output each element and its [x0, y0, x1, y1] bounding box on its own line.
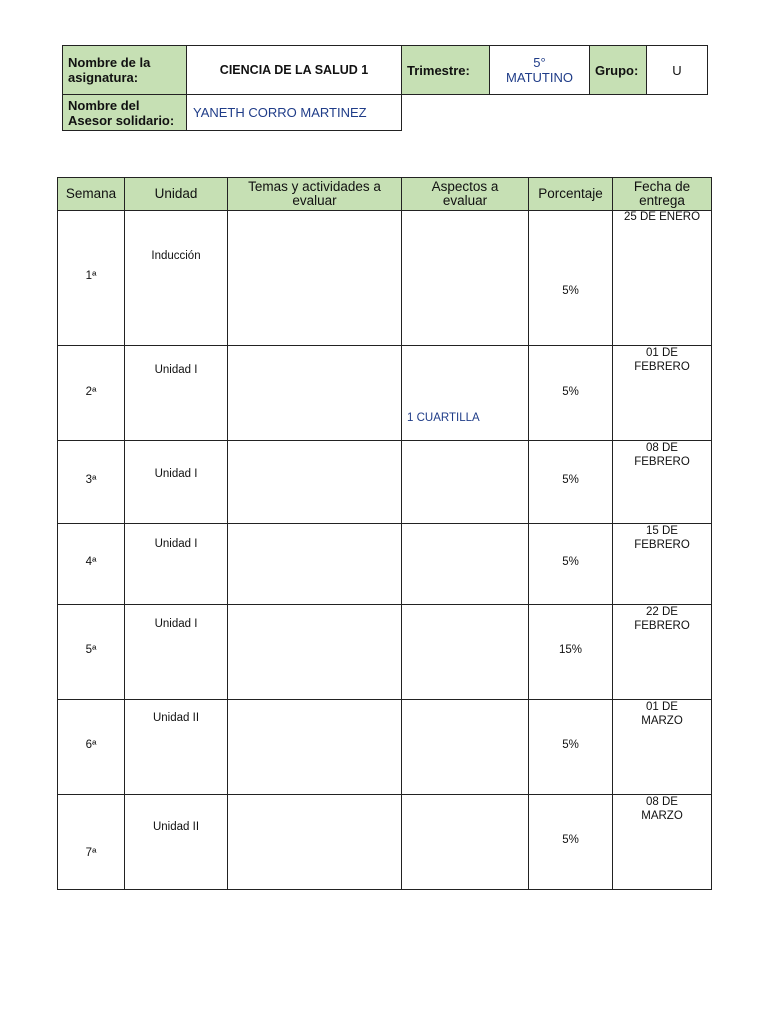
- group-value: U: [647, 46, 708, 95]
- aspects-cell: [402, 605, 529, 700]
- course-info-table: [62, 45, 708, 131]
- week-text: 6ª: [85, 739, 97, 751]
- week-cell: [58, 211, 125, 346]
- trimester-value: [490, 46, 590, 95]
- aspects-cell: [402, 795, 529, 890]
- week-cell: [58, 524, 125, 605]
- aspects-text: 1 CUARTILLA: [407, 412, 480, 424]
- trimester-number: 5°: [533, 55, 546, 70]
- unit-cell: [125, 441, 228, 524]
- due-text: 01 DE MARZO: [641, 701, 683, 727]
- topics-cell: [228, 795, 402, 890]
- col-week: Semana: [58, 178, 125, 211]
- unit-text: Unidad II: [152, 712, 200, 724]
- schedule-table: [57, 177, 712, 890]
- advisor-value: YANETH CORRO MARTINEZ: [187, 95, 402, 131]
- col-unit: Unidad: [125, 178, 228, 211]
- due-cell: [613, 211, 712, 346]
- topics-cell: [228, 346, 402, 441]
- due-text: 22 DE FEBRERO: [634, 606, 690, 632]
- aspects-cell: [402, 524, 529, 605]
- topics-cell: [228, 700, 402, 795]
- due-cell: [613, 700, 712, 795]
- week-text: 5ª: [85, 644, 97, 656]
- unit-text: Unidad I: [154, 364, 198, 376]
- due-cell: [613, 346, 712, 441]
- week-cell: [58, 795, 125, 890]
- percent-text: 5%: [562, 474, 579, 486]
- table-row: [58, 524, 712, 605]
- percent-cell: [529, 700, 613, 795]
- due-text: 15 DE FEBRERO: [634, 525, 690, 551]
- unit-cell: [125, 700, 228, 795]
- percent-text: 5%: [562, 834, 579, 846]
- group-label: Grupo:: [590, 46, 647, 95]
- table-row: [58, 441, 712, 524]
- due-cell: [613, 605, 712, 700]
- unit-cell: [125, 211, 228, 346]
- col-topics: Temas y actividades a evaluar: [228, 178, 402, 211]
- header-row: [58, 178, 712, 211]
- due-text: 08 DE MARZO: [641, 796, 683, 822]
- table-row: [58, 700, 712, 795]
- week-cell: [58, 605, 125, 700]
- unit-cell: [125, 605, 228, 700]
- percent-text: 5%: [562, 285, 579, 297]
- percent-text: 5%: [562, 386, 579, 398]
- table-row: [58, 211, 712, 346]
- col-due: Fecha de entrega: [613, 178, 712, 211]
- due-cell: [613, 524, 712, 605]
- due-cell: [613, 795, 712, 890]
- week-text: 4ª: [85, 556, 97, 568]
- topics-cell: [228, 211, 402, 346]
- table-row: [58, 605, 712, 700]
- unit-text: Unidad II: [152, 821, 200, 833]
- table-row: [58, 795, 712, 890]
- subject-value: CIENCIA DE LA SALUD 1: [187, 46, 402, 95]
- week-text: 1ª: [85, 270, 97, 282]
- percent-text: 15%: [558, 644, 583, 656]
- percent-cell: [529, 211, 613, 346]
- table-row: [58, 346, 712, 441]
- percent-cell: [529, 605, 613, 700]
- subject-label: Nombre de la asignatura:: [63, 46, 187, 95]
- unit-cell: [125, 524, 228, 605]
- percent-text: 5%: [562, 739, 579, 751]
- unit-text: Unidad I: [154, 468, 198, 480]
- aspects-cell: [402, 700, 529, 795]
- unit-text: Inducción: [151, 250, 201, 262]
- week-text: 7ª: [85, 847, 97, 859]
- week-cell: [58, 700, 125, 795]
- unit-text: Unidad I: [154, 618, 198, 630]
- advisor-label: Nombre del Asesor solidario:: [63, 95, 187, 131]
- due-text: 25 DE ENERO: [623, 211, 701, 223]
- unit-text: Unidad I: [154, 538, 198, 550]
- percent-cell: [529, 441, 613, 524]
- unit-cell: [125, 346, 228, 441]
- due-cell: [613, 441, 712, 524]
- unit-cell: [125, 795, 228, 890]
- col-aspects: Aspectos a evaluar: [402, 178, 529, 211]
- aspects-cell: [402, 346, 529, 441]
- aspects-cell: [402, 211, 529, 346]
- percent-text: 5%: [562, 556, 579, 568]
- topics-cell: [228, 524, 402, 605]
- aspects-cell: [402, 441, 529, 524]
- percent-cell: [529, 795, 613, 890]
- trimester-shift: MATUTINO: [506, 70, 573, 85]
- topics-cell: [228, 605, 402, 700]
- col-percent: Porcentaje: [529, 178, 613, 211]
- week-text: 2ª: [85, 386, 97, 398]
- percent-cell: [529, 346, 613, 441]
- week-cell: [58, 346, 125, 441]
- week-cell: [58, 441, 125, 524]
- due-text: 01 DE FEBRERO: [634, 347, 690, 373]
- trimester-label: Trimestre:: [402, 46, 490, 95]
- due-text: 08 DE FEBRERO: [634, 442, 690, 468]
- topics-cell: [228, 441, 402, 524]
- week-text: 3ª: [85, 474, 97, 486]
- percent-cell: [529, 524, 613, 605]
